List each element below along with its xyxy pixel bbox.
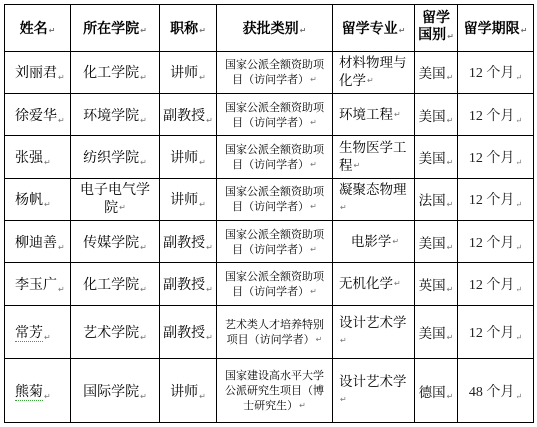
table-row (5, 136, 534, 178)
cell-major: 凝聚态物理↵ (333, 178, 415, 220)
cell-period: 12 个月↵ (458, 93, 534, 135)
cell-approval-type: 国家建设高水平大学公派研究生项目（博士研究生）↵ (217, 359, 333, 423)
cell-major: 设计艺术学↵ (333, 305, 415, 359)
cell-country: 美国↵ (415, 136, 458, 178)
table-header-row (5, 5, 534, 52)
cell-approval-type: 国家公派全额资助项目（访问学者）↵ (217, 136, 333, 178)
cell-country: 美国↵ (415, 305, 458, 359)
cell-period: 48 个月↵ (458, 359, 534, 423)
cell-title: 讲师↵ (160, 51, 217, 93)
header-approval-type: 获批类别↵ (217, 5, 333, 52)
cell-period: 12 个月↵ (458, 263, 534, 305)
cell-title: 讲师↵ (160, 178, 217, 220)
table-row (5, 263, 534, 305)
header-title: 职称↵ (160, 5, 217, 52)
cell-major: 材料物理与化学↵ (333, 51, 415, 93)
cell-college: 传媒学院↵ (71, 220, 160, 262)
cell-college: 电子电气学院↵ (71, 178, 160, 220)
cell-name: 杨帆↵ (5, 178, 71, 220)
cell-major: 生物医学工程↵ (333, 136, 415, 178)
cell-name: 常芳↵ (5, 305, 71, 359)
cell-major: 无机化学↵ (333, 263, 415, 305)
cell-college: 化工学院↵ (71, 51, 160, 93)
cell-college: 艺术学院↵ (71, 305, 160, 359)
cell-college: 国际学院↵ (71, 359, 160, 423)
table-row (5, 51, 534, 93)
cell-title: 副教授↵ (160, 305, 217, 359)
table-row (5, 220, 534, 262)
cell-name: 刘丽君↵ (5, 51, 71, 93)
cell-college: 环境学院↵ (71, 93, 160, 135)
cell-approval-type: 国家公派全额资助项目（访问学者）↵ (217, 51, 333, 93)
cell-approval-type: 艺术类人才培养特别项目（访问学者）↵ (217, 305, 333, 359)
cell-title: 讲师↵ (160, 359, 217, 423)
cell-college: 化工学院↵ (71, 263, 160, 305)
cell-name: 徐爱华↵ (5, 93, 71, 135)
cell-country: 美国↵ (415, 93, 458, 135)
cell-approval-type: 国家公派全额资助项目（访问学者）↵ (217, 220, 333, 262)
cell-title: 副教授↵ (160, 93, 217, 135)
cell-approval-type: 国家公派全额资助项目（访问学者）↵ (217, 263, 333, 305)
cell-country: 美国↵ (415, 220, 458, 262)
header-college: 所在学院↵ (71, 5, 160, 52)
cell-title: 讲师↵ (160, 136, 217, 178)
table-row (5, 305, 534, 359)
header-country: 留学国别↵ (415, 5, 458, 52)
table-row (5, 359, 534, 423)
header-period: 留学期限↵ (458, 5, 534, 52)
cell-period: 12 个月↵ (458, 178, 534, 220)
cell-major: 设计艺术学↵ (333, 359, 415, 423)
header-major: 留学专业↵ (333, 5, 415, 52)
cell-country: 法国↵ (415, 178, 458, 220)
study-abroad-table (4, 4, 534, 423)
header-name: 姓名↵ (5, 5, 71, 52)
cell-name: 熊菊↵ (5, 359, 71, 423)
cell-title: 副教授↵ (160, 263, 217, 305)
table-row (5, 93, 534, 135)
cell-title: 副教授↵ (160, 220, 217, 262)
cell-country: 德国↵ (415, 359, 458, 423)
cell-approval-type: 国家公派全额资助项目（访问学者）↵ (217, 93, 333, 135)
table-wrapper (4, 4, 533, 423)
cell-period: 12 个月↵ (458, 220, 534, 262)
cell-college: 纺织学院↵ (71, 136, 160, 178)
cell-major: 环境工程↵ (333, 93, 415, 135)
cell-approval-type: 国家公派全额资助项目（访问学者）↵ (217, 178, 333, 220)
table-row (5, 178, 534, 220)
cell-country: 美国↵ (415, 51, 458, 93)
cell-period: 12 个月↵ (458, 136, 534, 178)
cell-major: 电影学↵ (333, 220, 415, 262)
cell-period: 12 个月↵ (458, 305, 534, 359)
cell-name: 柳迪善↵ (5, 220, 71, 262)
cell-name: 李玉广↵ (5, 263, 71, 305)
cell-period: 12 个月↵ (458, 51, 534, 93)
cell-country: 英国↵ (415, 263, 458, 305)
cell-name: 张强↵ (5, 136, 71, 178)
